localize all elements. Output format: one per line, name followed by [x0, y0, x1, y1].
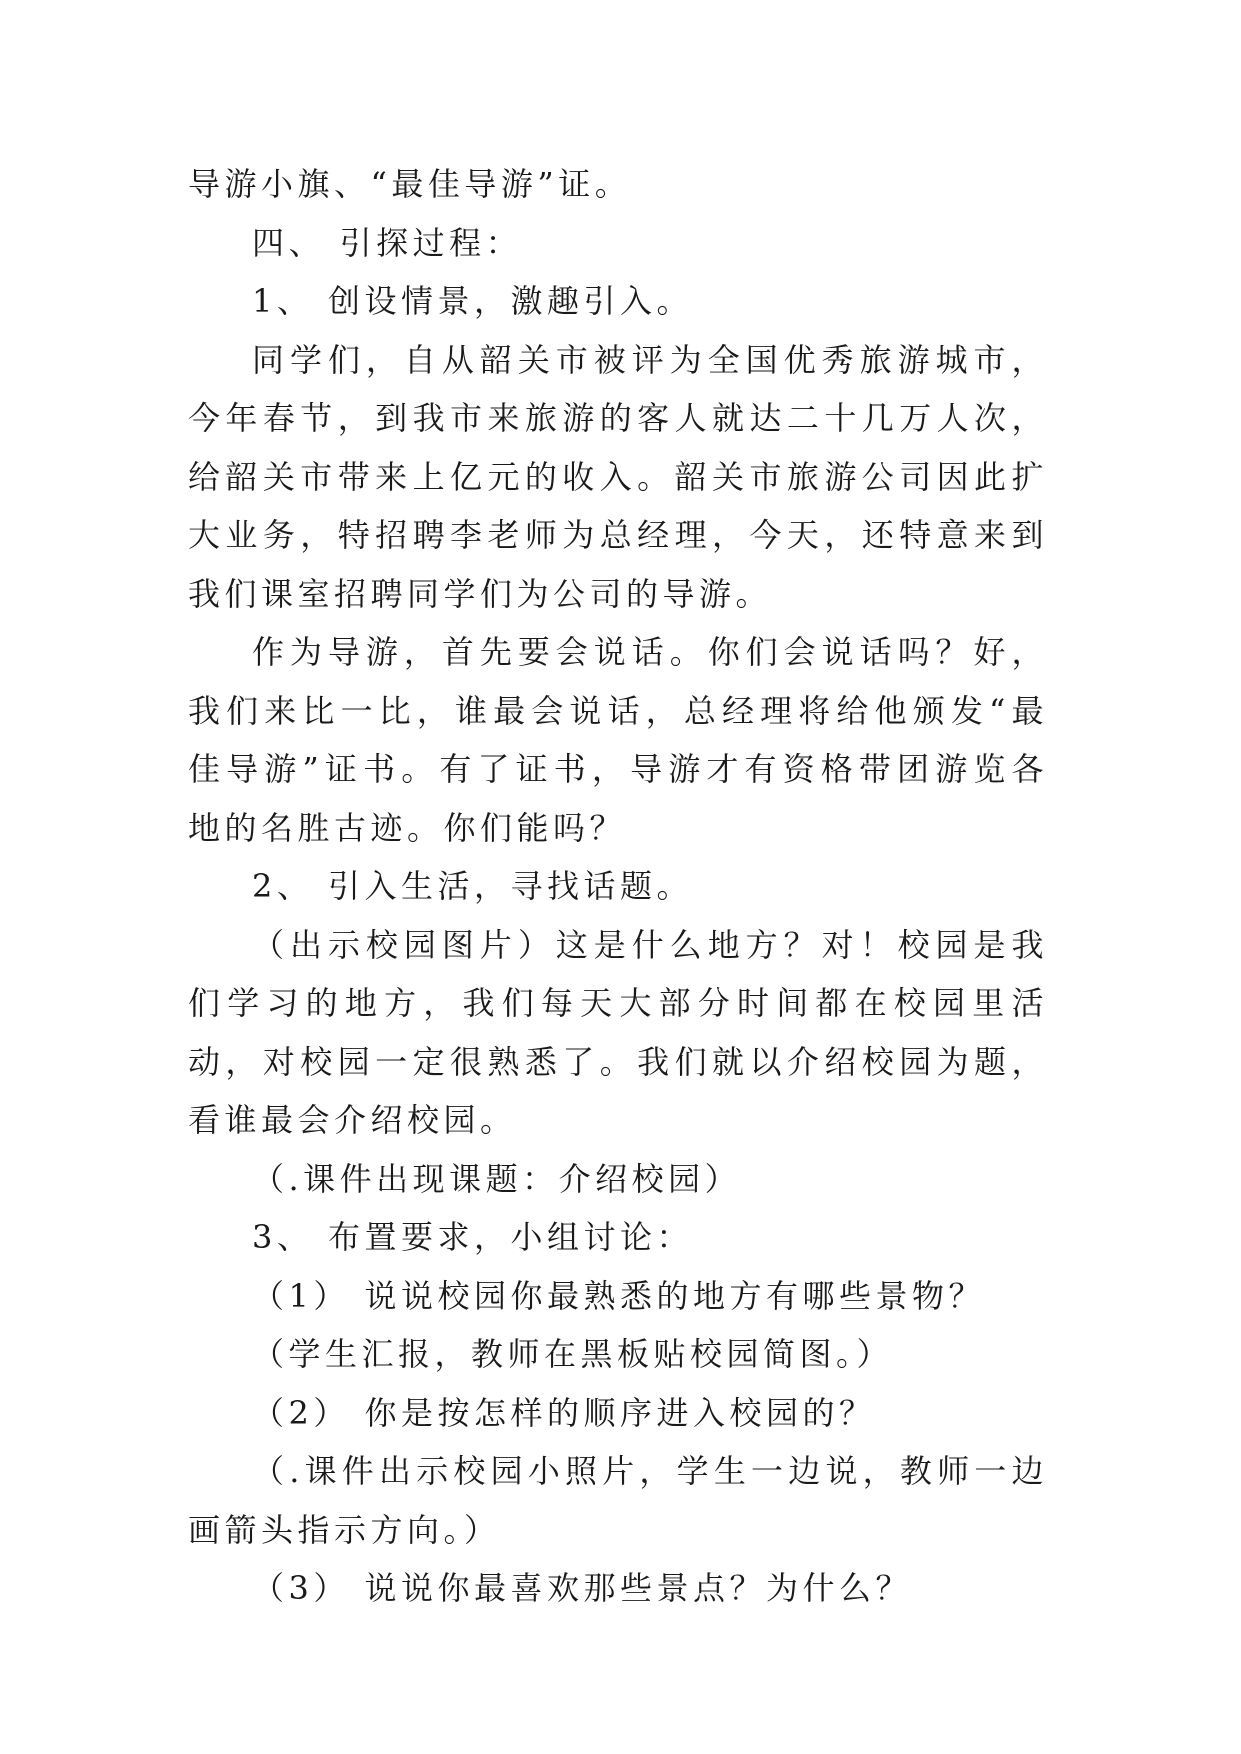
step-heading-2: 2、 引入生活，寻找话题。 [252, 867, 694, 905]
paragraph-continuation: 导游小旗、“最佳导游”证。 [188, 165, 632, 203]
question-3: （3） 说说你最喜欢那些景点？为什么？ [252, 1569, 913, 1607]
document-body [188, 155, 1048, 1618]
section-heading-process: 四、 引探过程： [252, 223, 523, 262]
step-heading-3: 3、 布置要求，小组讨论： [252, 1218, 694, 1256]
note-student-report: （学生汇报，教师在黑板贴校园简图。） [252, 1335, 894, 1373]
question-2: （2） 你是按怎样的顺序进入校园的？ [252, 1393, 876, 1432]
paragraph-intro: 同学们，自从韶关市被评为全国优秀旅游城市，今年春节，到我市来旅游的客人就达二十几万人次，给韶关市带来上亿元的收入。韶关市旅游公司因此扩大业务，特招聘李老师为总经理，今天，还特意来到我们课室招聘同学们为公司的导游。 [188, 340, 1048, 613]
note-courseware-photos: （.课件出示校园小照片，学生一边说，教师一边画箭头指示方向。） [188, 1452, 1048, 1549]
paragraph-campus: （出示校园图片）这是什么地方？对！校园是我们学习的地方，我们每天大部分时间都在校园里活动，对校园一定很熟悉了。我们就以介绍校园为题，看谁最会介绍校园。 [188, 925, 1048, 1139]
paragraph-guide-speaking: 作为导游，首先要会说话。你们会说话吗？好，我们来比一比，谁最会说话，总经理将给他颁发“最佳导游”证书。有了证书，导游才有资格带团游览各地的名胜古迹。你们能吗？ [188, 633, 1048, 847]
step-heading-1: 1、 创设情景，激趣引入。 [252, 282, 694, 320]
note-courseware-topic: （.课件出现课题：介绍校园） [252, 1159, 742, 1198]
question-1: （1） 说说校园你最熟悉的地方有哪些景物？ [252, 1276, 986, 1315]
